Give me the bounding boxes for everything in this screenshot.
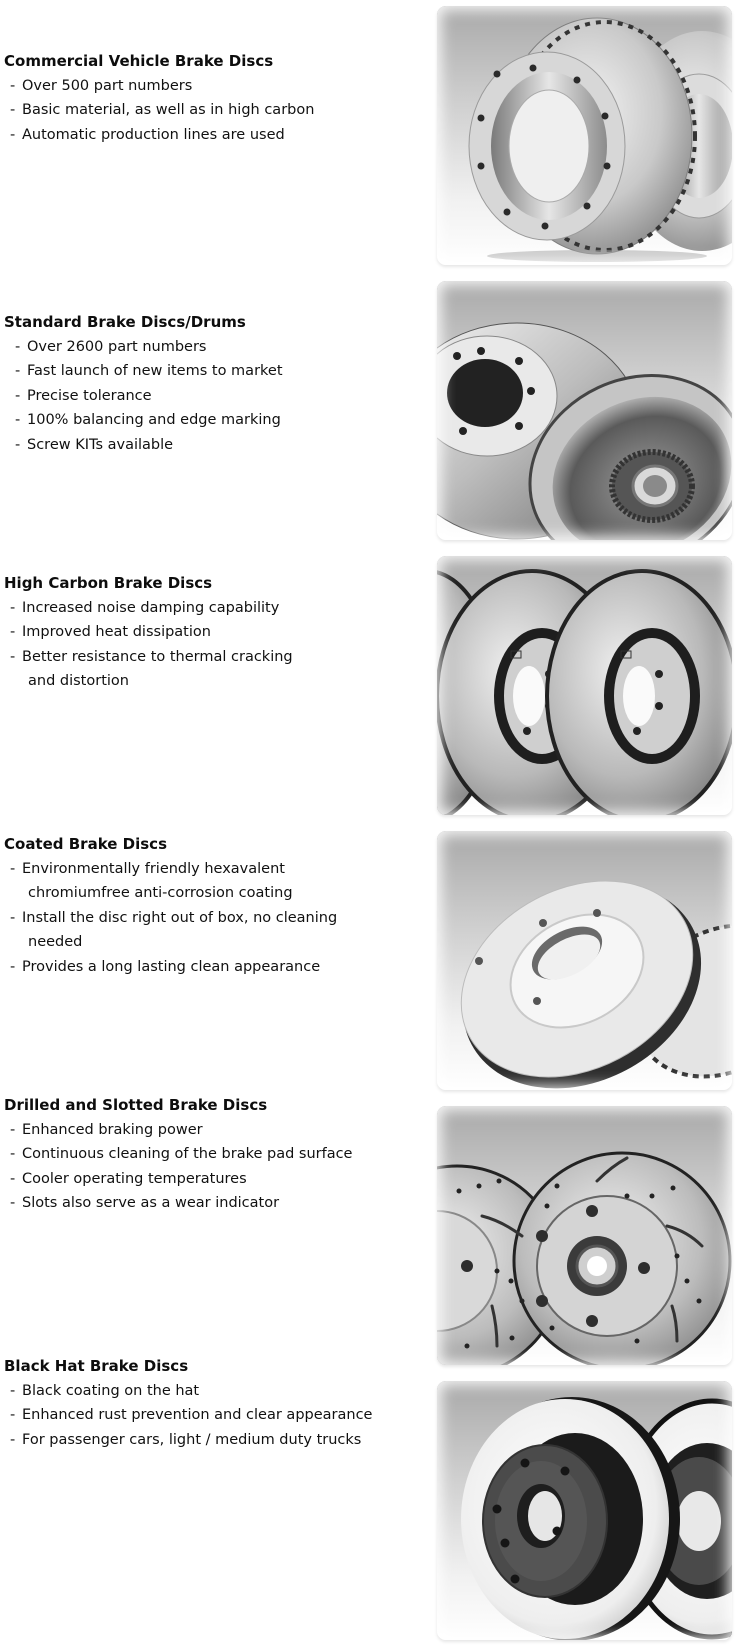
product-row-drilled-slotted [0,1096,745,1375]
black-hat-brake-disc-image [437,1381,732,1640]
standard-brake-disc-drum-image [437,281,732,540]
product-description [4,1354,424,1452]
feature-item: - Increased noise damping capability [10,599,280,616]
product-title: Coated Brake Discs [4,835,168,853]
product-row-black-hat [0,1357,745,1650]
feature-item: - Black coating on the hat [10,1382,200,1399]
feature-item: - Cooler operating temperatures [10,1170,247,1187]
drilled-slotted-brake-disc-image [437,1106,732,1365]
feature-item: - Precise tolerance [15,387,152,404]
commercial-vehicle-brake-disc-image [437,6,732,265]
feature-item: - Over 2600 part numbers [15,338,207,355]
feature-item: - Over 500 part numbers [10,77,193,94]
product-description [4,1093,424,1216]
product-title: Black Hat Brake Discs [4,1357,189,1375]
product-row-standard [0,275,745,550]
product-row-commercial-vehicle [0,0,745,275]
product-row-high-carbon [0,550,745,825]
feature-item: - Fast launch of new items to market [15,363,283,379]
product-title: High Carbon Brake Discs [4,574,213,592]
feature-item: - For passenger cars, light / medium duty trucks [10,1431,362,1448]
feature-item: - 100% balancing and edge marking [15,412,281,428]
product-description [4,832,424,979]
feature-item: - Continuous cleaning of the brake pad surface [10,1146,353,1162]
product-description [4,49,424,147]
feature-item: - Enhanced braking power [10,1121,203,1138]
feature-item: - Screw KITs available [15,436,174,453]
product-title: Commercial Vehicle Brake Discs [4,52,274,70]
feature-item: - Automatic production lines are used [10,126,285,143]
product-row-coated [0,825,745,1100]
feature-item: - Better resistance to thermal cracking and distortion [10,648,293,689]
product-title: Standard Brake Discs/Drums [4,313,246,331]
high-carbon-brake-disc-image [437,556,732,815]
feature-item: - Improved heat dissipation [10,624,211,640]
feature-item: - Environmentally friendly hexavalent chromiumfree anti-corrosion coating [10,860,293,901]
coated-brake-disc-image [437,831,732,1090]
product-description [4,310,424,457]
product-title: Drilled and Slotted Brake Discs [4,1096,268,1114]
feature-item: - Enhanced rust prevention and clear appearance [10,1407,373,1423]
feature-item: - Install the disc right out of box, no cleaning needed [10,909,338,950]
feature-item: - Provides a long lasting clean appearance [10,958,321,975]
product-description [4,571,424,694]
feature-item: - Basic material, as well as in high carbon [10,102,315,118]
feature-item: - Slots also serve as a wear indicator [10,1195,280,1211]
